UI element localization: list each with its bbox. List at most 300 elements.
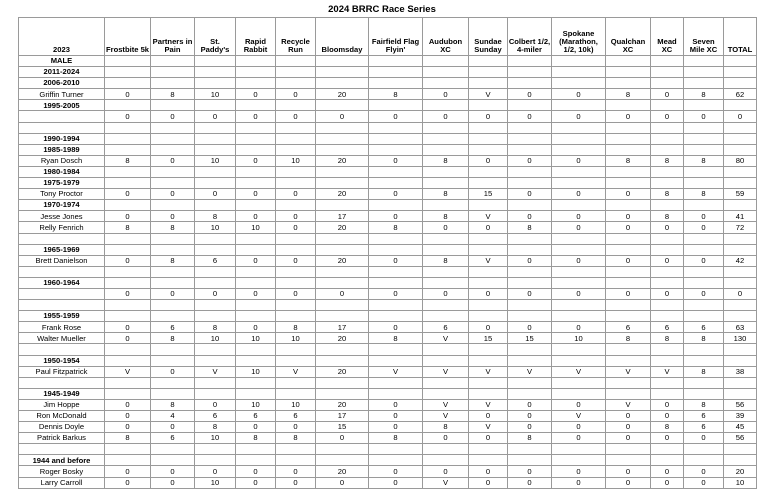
- runner-name: Ron McDonald: [19, 411, 105, 422]
- points-cell: 0: [369, 211, 423, 222]
- empty-cell: [195, 133, 236, 144]
- empty-cell: [724, 200, 757, 211]
- points-cell: 10: [195, 477, 236, 488]
- empty-cell: [684, 311, 724, 322]
- empty-cell: [724, 444, 757, 455]
- empty-cell: [151, 355, 195, 366]
- points-cell: 0: [236, 155, 276, 166]
- points-cell: 0: [105, 89, 151, 100]
- empty-cell: [552, 166, 606, 177]
- empty-cell: [369, 178, 423, 189]
- group-label: 1950-1954: [19, 355, 105, 366]
- empty-cell: [276, 122, 316, 133]
- points-cell: 8: [105, 155, 151, 166]
- points-cell: 0: [276, 89, 316, 100]
- empty-cell: [316, 344, 369, 355]
- empty-cell: [105, 78, 151, 89]
- empty-cell: [105, 200, 151, 211]
- group-label: 1990-1994: [19, 133, 105, 144]
- empty-cell: [469, 78, 508, 89]
- points-cell: V: [423, 477, 469, 488]
- points-cell: 0: [151, 189, 195, 200]
- points-cell: 8: [606, 89, 651, 100]
- empty-cell: [651, 200, 684, 211]
- points-cell: 0: [552, 322, 606, 333]
- points-cell: V: [606, 366, 651, 377]
- points-cell: 6: [423, 322, 469, 333]
- points-cell: 0: [236, 111, 276, 122]
- points-cell: 20: [316, 399, 369, 410]
- empty-cell: [651, 178, 684, 189]
- empty-cell: [552, 144, 606, 155]
- runner-name: Ryan Dosch: [19, 155, 105, 166]
- empty-cell: [552, 178, 606, 189]
- points-cell: 10: [236, 366, 276, 377]
- empty-cell: [724, 100, 757, 111]
- empty-cell: [236, 133, 276, 144]
- table-row: [19, 211, 757, 222]
- table-row: [19, 222, 757, 233]
- points-cell: V: [423, 366, 469, 377]
- points-cell: 8: [684, 189, 724, 200]
- empty-cell: [369, 300, 423, 311]
- empty-cell: [369, 144, 423, 155]
- column-header: Recycle Run: [276, 18, 316, 56]
- points-cell: 0: [369, 422, 423, 433]
- points-cell: V: [552, 411, 606, 422]
- points-cell: 10: [236, 399, 276, 410]
- points-cell: 0: [552, 189, 606, 200]
- points-cell: 0: [105, 111, 151, 122]
- points-cell: 6: [606, 322, 651, 333]
- empty-cell: [195, 56, 236, 67]
- empty-cell: [151, 455, 195, 466]
- points-cell: 8: [195, 211, 236, 222]
- points-cell: 0: [105, 322, 151, 333]
- empty-cell: [684, 67, 724, 78]
- empty-cell: [508, 244, 552, 255]
- empty-cell: [724, 377, 757, 388]
- empty-cell: [423, 266, 469, 277]
- empty-cell: [151, 166, 195, 177]
- empty-cell: [276, 377, 316, 388]
- points-cell: 0: [105, 466, 151, 477]
- points-cell: 8: [369, 89, 423, 100]
- empty-cell: [651, 67, 684, 78]
- empty-cell: [606, 233, 651, 244]
- empty-cell: [651, 78, 684, 89]
- empty-cell: [276, 355, 316, 366]
- runner-name: [19, 288, 105, 299]
- points-cell: 0: [684, 433, 724, 444]
- points-cell: 10: [276, 399, 316, 410]
- points-cell: 8: [508, 222, 552, 233]
- empty-cell: [508, 300, 552, 311]
- points-cell: 0: [684, 222, 724, 233]
- empty-cell: [508, 277, 552, 288]
- empty-cell: [684, 377, 724, 388]
- points-cell: 8: [369, 333, 423, 344]
- blank-row: [19, 444, 757, 455]
- blank-row: [19, 122, 757, 133]
- points-cell: 10: [236, 222, 276, 233]
- points-cell: 0: [151, 422, 195, 433]
- points-cell: 0: [369, 322, 423, 333]
- points-cell: 10: [552, 333, 606, 344]
- blank-row: [19, 300, 757, 311]
- column-header: Colbert 1/2, 4-miler: [508, 18, 552, 56]
- empty-cell: [606, 244, 651, 255]
- empty-cell: [606, 277, 651, 288]
- points-cell: 8: [195, 322, 236, 333]
- empty-cell: [151, 300, 195, 311]
- points-cell: 0: [552, 477, 606, 488]
- empty-cell: [606, 355, 651, 366]
- runner-name: Paul Fitzpatrick: [19, 366, 105, 377]
- empty-cell: [651, 133, 684, 144]
- empty-cell: [105, 122, 151, 133]
- points-cell: 0: [651, 433, 684, 444]
- points-cell: 20: [316, 189, 369, 200]
- results-table: [18, 17, 757, 489]
- empty-cell: [651, 311, 684, 322]
- empty-cell: [684, 200, 724, 211]
- empty-cell: [105, 244, 151, 255]
- empty-cell: [316, 144, 369, 155]
- empty-cell: [724, 166, 757, 177]
- points-cell: 0: [651, 111, 684, 122]
- points-cell: 0: [469, 155, 508, 166]
- empty-cell: [552, 355, 606, 366]
- points-cell: 6: [684, 411, 724, 422]
- points-cell: 8: [105, 222, 151, 233]
- empty-cell: [469, 100, 508, 111]
- empty-cell: [276, 244, 316, 255]
- points-cell: 0: [606, 411, 651, 422]
- empty-cell: [316, 377, 369, 388]
- runner-name: Jim Hoppe: [19, 399, 105, 410]
- empty-cell: [195, 355, 236, 366]
- empty-cell: [105, 377, 151, 388]
- empty-cell: [469, 133, 508, 144]
- points-cell: 0: [552, 422, 606, 433]
- points-cell: 0: [105, 255, 151, 266]
- empty-cell: [552, 311, 606, 322]
- empty-cell: [469, 67, 508, 78]
- points-cell: 20: [316, 155, 369, 166]
- points-cell: 0: [552, 211, 606, 222]
- empty-cell: [19, 300, 105, 311]
- empty-cell: [316, 78, 369, 89]
- runner-name: Larry Carroll: [19, 477, 105, 488]
- points-cell: 8: [423, 211, 469, 222]
- empty-cell: [651, 244, 684, 255]
- points-cell: 6: [276, 411, 316, 422]
- group-header-row: [19, 388, 757, 399]
- column-header: 2023: [19, 18, 105, 56]
- empty-cell: [423, 166, 469, 177]
- empty-cell: [369, 78, 423, 89]
- empty-cell: [684, 455, 724, 466]
- empty-cell: [316, 244, 369, 255]
- empty-cell: [316, 100, 369, 111]
- points-cell: 0: [508, 189, 552, 200]
- empty-cell: [276, 344, 316, 355]
- empty-cell: [606, 200, 651, 211]
- empty-cell: [19, 444, 105, 455]
- total-cell: 130: [724, 333, 757, 344]
- runner-name: Jesse Jones: [19, 211, 105, 222]
- points-cell: 0: [684, 288, 724, 299]
- empty-cell: [105, 67, 151, 78]
- empty-cell: [606, 455, 651, 466]
- empty-cell: [423, 300, 469, 311]
- points-cell: 0: [105, 422, 151, 433]
- points-cell: 0: [606, 255, 651, 266]
- group-header-row: [19, 133, 757, 144]
- empty-cell: [19, 377, 105, 388]
- points-cell: 0: [151, 477, 195, 488]
- empty-cell: [316, 133, 369, 144]
- empty-cell: [508, 377, 552, 388]
- empty-cell: [151, 444, 195, 455]
- empty-cell: [469, 166, 508, 177]
- empty-cell: [724, 178, 757, 189]
- column-header: Bloomsday: [316, 18, 369, 56]
- empty-cell: [369, 200, 423, 211]
- points-cell: 0: [276, 466, 316, 477]
- empty-cell: [552, 78, 606, 89]
- points-cell: 0: [508, 399, 552, 410]
- points-cell: 0: [369, 411, 423, 422]
- points-cell: 0: [195, 399, 236, 410]
- empty-cell: [105, 355, 151, 366]
- points-cell: 8: [423, 189, 469, 200]
- points-cell: 0: [606, 477, 651, 488]
- empty-cell: [151, 178, 195, 189]
- points-cell: 0: [469, 111, 508, 122]
- empty-cell: [316, 311, 369, 322]
- empty-cell: [684, 277, 724, 288]
- table-row: [19, 255, 757, 266]
- empty-cell: [508, 100, 552, 111]
- empty-cell: [508, 144, 552, 155]
- column-header: St. Paddy's: [195, 18, 236, 56]
- points-cell: 15: [469, 189, 508, 200]
- runner-name: Dennis Doyle: [19, 422, 105, 433]
- points-cell: V: [651, 366, 684, 377]
- empty-cell: [606, 144, 651, 155]
- empty-cell: [195, 67, 236, 78]
- empty-cell: [276, 100, 316, 111]
- empty-cell: [423, 178, 469, 189]
- empty-cell: [19, 266, 105, 277]
- empty-cell: [236, 355, 276, 366]
- empty-cell: [606, 78, 651, 89]
- empty-cell: [469, 355, 508, 366]
- total-cell: 41: [724, 211, 757, 222]
- empty-cell: [606, 133, 651, 144]
- points-cell: 0: [651, 466, 684, 477]
- points-cell: 0: [105, 399, 151, 410]
- points-cell: 8: [651, 422, 684, 433]
- empty-cell: [651, 355, 684, 366]
- points-cell: 0: [651, 477, 684, 488]
- points-cell: 17: [316, 411, 369, 422]
- empty-cell: [606, 300, 651, 311]
- empty-cell: [651, 277, 684, 288]
- points-cell: 0: [276, 477, 316, 488]
- empty-cell: [552, 266, 606, 277]
- column-header: Mead XC: [651, 18, 684, 56]
- points-cell: 0: [276, 189, 316, 200]
- empty-cell: [724, 344, 757, 355]
- empty-cell: [684, 233, 724, 244]
- empty-cell: [195, 277, 236, 288]
- group-label: 1955-1959: [19, 311, 105, 322]
- table-row: [19, 477, 757, 488]
- points-cell: 0: [606, 211, 651, 222]
- empty-cell: [369, 355, 423, 366]
- points-cell: 20: [316, 366, 369, 377]
- points-cell: 0: [423, 222, 469, 233]
- empty-cell: [316, 122, 369, 133]
- empty-cell: [195, 300, 236, 311]
- empty-cell: [552, 100, 606, 111]
- empty-cell: [423, 344, 469, 355]
- empty-cell: [552, 388, 606, 399]
- points-cell: 10: [195, 433, 236, 444]
- empty-cell: [195, 200, 236, 211]
- points-cell: 8: [195, 422, 236, 433]
- empty-cell: [606, 266, 651, 277]
- empty-cell: [724, 355, 757, 366]
- points-cell: 0: [236, 89, 276, 100]
- points-cell: 20: [316, 333, 369, 344]
- points-cell: 0: [195, 288, 236, 299]
- empty-cell: [724, 122, 757, 133]
- points-cell: 0: [469, 322, 508, 333]
- points-cell: 0: [508, 466, 552, 477]
- points-cell: 8: [684, 399, 724, 410]
- empty-cell: [276, 133, 316, 144]
- group-header-row: [19, 244, 757, 255]
- empty-cell: [651, 100, 684, 111]
- total-cell: 72: [724, 222, 757, 233]
- empty-cell: [423, 133, 469, 144]
- empty-cell: [423, 56, 469, 67]
- empty-cell: [151, 122, 195, 133]
- points-cell: 0: [684, 211, 724, 222]
- points-cell: 20: [316, 222, 369, 233]
- empty-cell: [552, 344, 606, 355]
- empty-cell: [316, 455, 369, 466]
- empty-cell: [606, 166, 651, 177]
- blank-row: [19, 266, 757, 277]
- points-cell: 20: [316, 89, 369, 100]
- empty-cell: [151, 56, 195, 67]
- points-cell: 0: [369, 189, 423, 200]
- empty-cell: [423, 377, 469, 388]
- group-label: 1970-1974: [19, 200, 105, 211]
- empty-cell: [105, 311, 151, 322]
- empty-cell: [423, 233, 469, 244]
- empty-cell: [684, 78, 724, 89]
- empty-cell: [316, 444, 369, 455]
- points-cell: V: [606, 399, 651, 410]
- empty-cell: [724, 144, 757, 155]
- points-cell: 0: [236, 422, 276, 433]
- points-cell: 0: [276, 211, 316, 222]
- empty-cell: [151, 133, 195, 144]
- empty-cell: [469, 244, 508, 255]
- empty-cell: [316, 178, 369, 189]
- points-cell: 0: [508, 422, 552, 433]
- points-cell: 0: [469, 477, 508, 488]
- points-cell: 0: [236, 211, 276, 222]
- points-cell: 0: [105, 411, 151, 422]
- points-cell: 8: [651, 155, 684, 166]
- points-cell: 0: [316, 111, 369, 122]
- empty-cell: [423, 78, 469, 89]
- points-cell: 10: [195, 333, 236, 344]
- points-cell: 0: [651, 89, 684, 100]
- empty-cell: [508, 200, 552, 211]
- points-cell: 0: [423, 433, 469, 444]
- empty-cell: [105, 300, 151, 311]
- points-cell: 0: [316, 433, 369, 444]
- points-cell: 0: [369, 399, 423, 410]
- empty-cell: [508, 78, 552, 89]
- empty-cell: [195, 388, 236, 399]
- runner-name: Walter Mueller: [19, 333, 105, 344]
- group-header-row: [19, 178, 757, 189]
- points-cell: 8: [369, 433, 423, 444]
- empty-cell: [508, 133, 552, 144]
- points-cell: V: [552, 366, 606, 377]
- column-header: Partners in Pain: [151, 18, 195, 56]
- empty-cell: [151, 200, 195, 211]
- empty-cell: [724, 67, 757, 78]
- empty-cell: [236, 200, 276, 211]
- empty-cell: [684, 144, 724, 155]
- empty-cell: [276, 78, 316, 89]
- empty-cell: [606, 56, 651, 67]
- empty-cell: [651, 122, 684, 133]
- empty-cell: [606, 377, 651, 388]
- group-label: 1980-1984: [19, 166, 105, 177]
- points-cell: 0: [684, 111, 724, 122]
- points-cell: 0: [276, 422, 316, 433]
- points-cell: 0: [606, 433, 651, 444]
- empty-cell: [316, 388, 369, 399]
- empty-cell: [508, 266, 552, 277]
- points-cell: 0: [369, 477, 423, 488]
- empty-cell: [423, 277, 469, 288]
- points-cell: 0: [508, 255, 552, 266]
- table-row: [19, 89, 757, 100]
- points-cell: 0: [508, 89, 552, 100]
- points-cell: 0: [423, 111, 469, 122]
- empty-cell: [151, 67, 195, 78]
- points-cell: V: [469, 399, 508, 410]
- empty-cell: [651, 233, 684, 244]
- empty-cell: [684, 178, 724, 189]
- points-cell: 0: [195, 111, 236, 122]
- points-cell: 0: [105, 189, 151, 200]
- table-row: [19, 466, 757, 477]
- table-row: [19, 155, 757, 166]
